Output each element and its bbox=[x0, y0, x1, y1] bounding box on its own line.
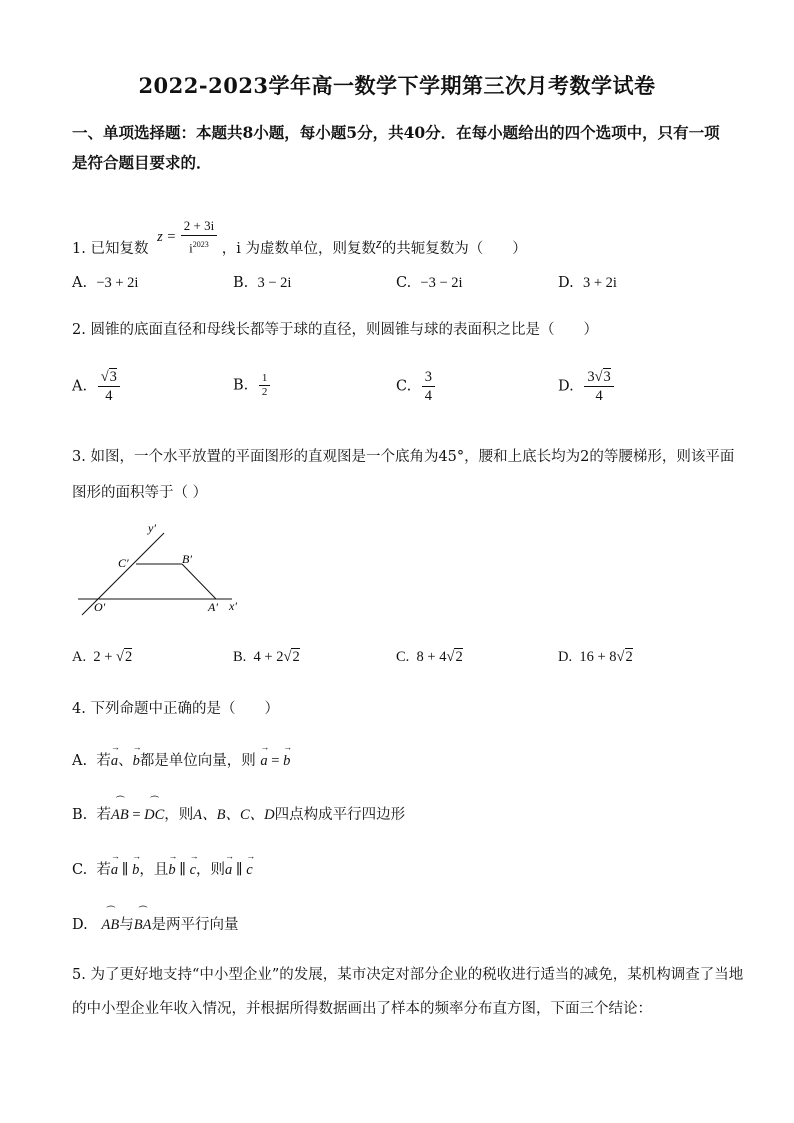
parallel: ∥ bbox=[232, 862, 247, 878]
q1-z: z bbox=[376, 236, 382, 253]
option-root: 2 bbox=[455, 649, 463, 665]
q1-option-d[interactable] bbox=[558, 275, 617, 292]
text: 是两平行向量 bbox=[151, 917, 239, 933]
q1-option-a[interactable] bbox=[72, 275, 138, 292]
q1-number: 1. 已知复数 bbox=[72, 241, 149, 258]
q2-d-root: 3 bbox=[603, 369, 611, 385]
q1-option-c[interactable] bbox=[396, 275, 463, 292]
option-root: 2 bbox=[625, 649, 633, 665]
option-value: −3 + 2i bbox=[96, 275, 139, 291]
q2-a-fraction bbox=[98, 368, 120, 405]
right-leg-line bbox=[182, 564, 216, 599]
label-o: O′ bbox=[94, 600, 106, 614]
q2-b-num: 1 bbox=[259, 372, 271, 386]
option-label: A. bbox=[72, 275, 88, 291]
q1-den-base: i bbox=[189, 240, 193, 256]
q2-option-d[interactable] bbox=[558, 368, 614, 405]
label-a: A′ bbox=[208, 600, 218, 614]
label-y-axis: y′ bbox=[148, 521, 156, 535]
vector-a: → a bbox=[225, 862, 232, 879]
q2-option-b[interactable] bbox=[233, 372, 270, 399]
q4-option-d[interactable] bbox=[72, 913, 238, 934]
q1-formula bbox=[157, 217, 217, 257]
option-root: 2 bbox=[292, 649, 300, 665]
q2-option-c[interactable] bbox=[396, 368, 435, 405]
option-label: A. bbox=[72, 649, 87, 665]
vector-a: → a bbox=[111, 862, 118, 879]
parallel: ∥ bbox=[118, 862, 133, 878]
q1-option-b[interactable] bbox=[233, 275, 291, 292]
option-label: C. bbox=[396, 275, 412, 291]
q4-option-c[interactable] bbox=[72, 858, 253, 879]
label-b: B′ bbox=[182, 552, 192, 566]
q1-fraction bbox=[181, 217, 217, 257]
section-heading: 一、单项选择题：本题共8小题，每小题5分，共40分．在每小题给出的四个选项中，只有一项是符合题目要求的． bbox=[72, 123, 720, 172]
option-label: B. bbox=[233, 649, 247, 665]
text: 四点构成平行四边形 bbox=[274, 807, 406, 823]
text: 、 bbox=[118, 753, 133, 769]
question-4: 4. 下列命题中正确的是（ ） bbox=[72, 701, 279, 717]
q1-z-eq: z = bbox=[157, 229, 177, 246]
q4-option-a[interactable] bbox=[72, 749, 290, 770]
option-root: 2 bbox=[125, 649, 133, 665]
vector-b: → b bbox=[168, 862, 175, 879]
vector-a: → a bbox=[260, 753, 267, 770]
q4-option-b[interactable] bbox=[72, 803, 405, 824]
option-label: A. bbox=[72, 378, 88, 395]
q2-a-root: 3 bbox=[109, 369, 117, 385]
option-label: C. bbox=[396, 649, 410, 665]
option-label: B. bbox=[72, 807, 88, 823]
option-label: B. bbox=[233, 275, 249, 291]
equals: = bbox=[267, 753, 284, 769]
q1-numerator: 2 + 3i bbox=[181, 217, 217, 236]
q2-a-den: 4 bbox=[98, 386, 120, 405]
text: 与 bbox=[119, 917, 134, 933]
vector-b: → b bbox=[132, 862, 139, 879]
text: 若 bbox=[96, 807, 111, 823]
option-pre: 16 + 8 bbox=[579, 649, 617, 665]
text: 若 bbox=[96, 753, 111, 769]
question-2: 2. 圆锥的底面直径和母线长都等于球的直径，则圆锥与球的表面积之比是（ ） bbox=[72, 322, 598, 338]
points: A、B、C、D bbox=[193, 807, 275, 823]
q2-d-coef: 3 bbox=[587, 369, 595, 385]
question-5-line-1: 5. 为了更好地支持“中小型企业”的发展，某市决定对部分企业的税收进行适当的减免，某机构调查了当地 bbox=[72, 967, 744, 983]
label-c: C′ bbox=[118, 556, 129, 570]
option-label: C. bbox=[396, 378, 412, 395]
text: ，则 bbox=[196, 862, 225, 878]
question-1 bbox=[72, 218, 527, 269]
q3-option-a[interactable]: A. 2 + √2 bbox=[72, 649, 133, 665]
q3-figure-trapezoid bbox=[74, 518, 254, 628]
q3-option-d[interactable]: D. 16 + 8√2 bbox=[558, 649, 633, 665]
vector-a: → a bbox=[111, 753, 118, 770]
text: ，则 bbox=[164, 807, 194, 823]
parallel: ∥ bbox=[175, 862, 190, 878]
q2-a-num: √3 bbox=[100, 369, 117, 385]
question-5-line-2: 的中小型企业年收入情况，并根据所得数据画出了样本的频率分布直方图，下面三个结论： bbox=[72, 1001, 652, 1017]
q2-d-den: 4 bbox=[584, 386, 613, 405]
text: ，且 bbox=[139, 862, 169, 878]
option-label: D. bbox=[558, 649, 573, 665]
option-label: D. bbox=[558, 275, 574, 291]
option-pre: 8 + 4 bbox=[416, 649, 447, 665]
option-label: D. bbox=[72, 917, 88, 933]
q2-b-den: 2 bbox=[261, 386, 268, 398]
q3-option-c[interactable]: C. 8 + 4√2 bbox=[396, 649, 463, 665]
equals: = bbox=[128, 807, 145, 823]
option-value: 3 − 2i bbox=[257, 275, 292, 291]
q1-denominator bbox=[181, 236, 217, 257]
q2-c-num: 3 bbox=[422, 368, 435, 387]
vector-b: → b bbox=[283, 753, 290, 770]
option-label: A. bbox=[72, 753, 88, 769]
page-title: 2022-2023学年高一数学下学期第三次月考数学试卷 bbox=[138, 73, 656, 98]
vector-ab: ⏜ AB bbox=[102, 917, 120, 934]
q1-mid: ，i 为虚数单位，则复数 bbox=[221, 241, 377, 258]
vector-c: → c bbox=[190, 862, 196, 879]
q2-option-a[interactable] bbox=[72, 368, 120, 405]
option-label: D. bbox=[558, 378, 574, 395]
q2-b-fraction bbox=[259, 372, 271, 399]
option-value: 3 + 2i bbox=[582, 275, 617, 291]
q3-option-b[interactable]: B. 4 + 2√2 bbox=[233, 649, 300, 665]
option-pre: 2 + bbox=[93, 649, 117, 665]
q1-end: 的共轭复数为（ ） bbox=[381, 241, 527, 258]
q2-d-num: 3√3 bbox=[587, 369, 611, 385]
vector-ab: ⏜ AB bbox=[111, 807, 129, 824]
question-3-line-2: 图形的面积等于（ ） bbox=[72, 485, 208, 501]
question-3-line-1: 3. 如图，一个水平放置的平面图形的直观图是一个底角为45°，腰和上底长均为2的等腰梯形，则该平面 bbox=[72, 449, 735, 465]
option-pre: 4 + 2 bbox=[253, 649, 284, 665]
q2-c-fraction bbox=[422, 368, 435, 405]
text: 若 bbox=[96, 862, 111, 878]
vector-b: → b bbox=[133, 753, 140, 770]
label-x-axis: x′ bbox=[229, 599, 237, 613]
option-label: C. bbox=[72, 862, 88, 878]
q2-c-den: 4 bbox=[424, 388, 433, 404]
q1-den-exp: 2023 bbox=[192, 240, 209, 249]
option-label: B. bbox=[233, 377, 249, 394]
option-value: −3 − 2i bbox=[420, 275, 463, 291]
vector-c: → c bbox=[246, 862, 252, 879]
text: 都是单位向量，则 bbox=[139, 753, 256, 769]
vector-dc: ⏜ DC bbox=[144, 807, 164, 824]
vector-ba: ⏜ BA bbox=[134, 917, 152, 934]
q2-d-fraction bbox=[584, 368, 613, 405]
